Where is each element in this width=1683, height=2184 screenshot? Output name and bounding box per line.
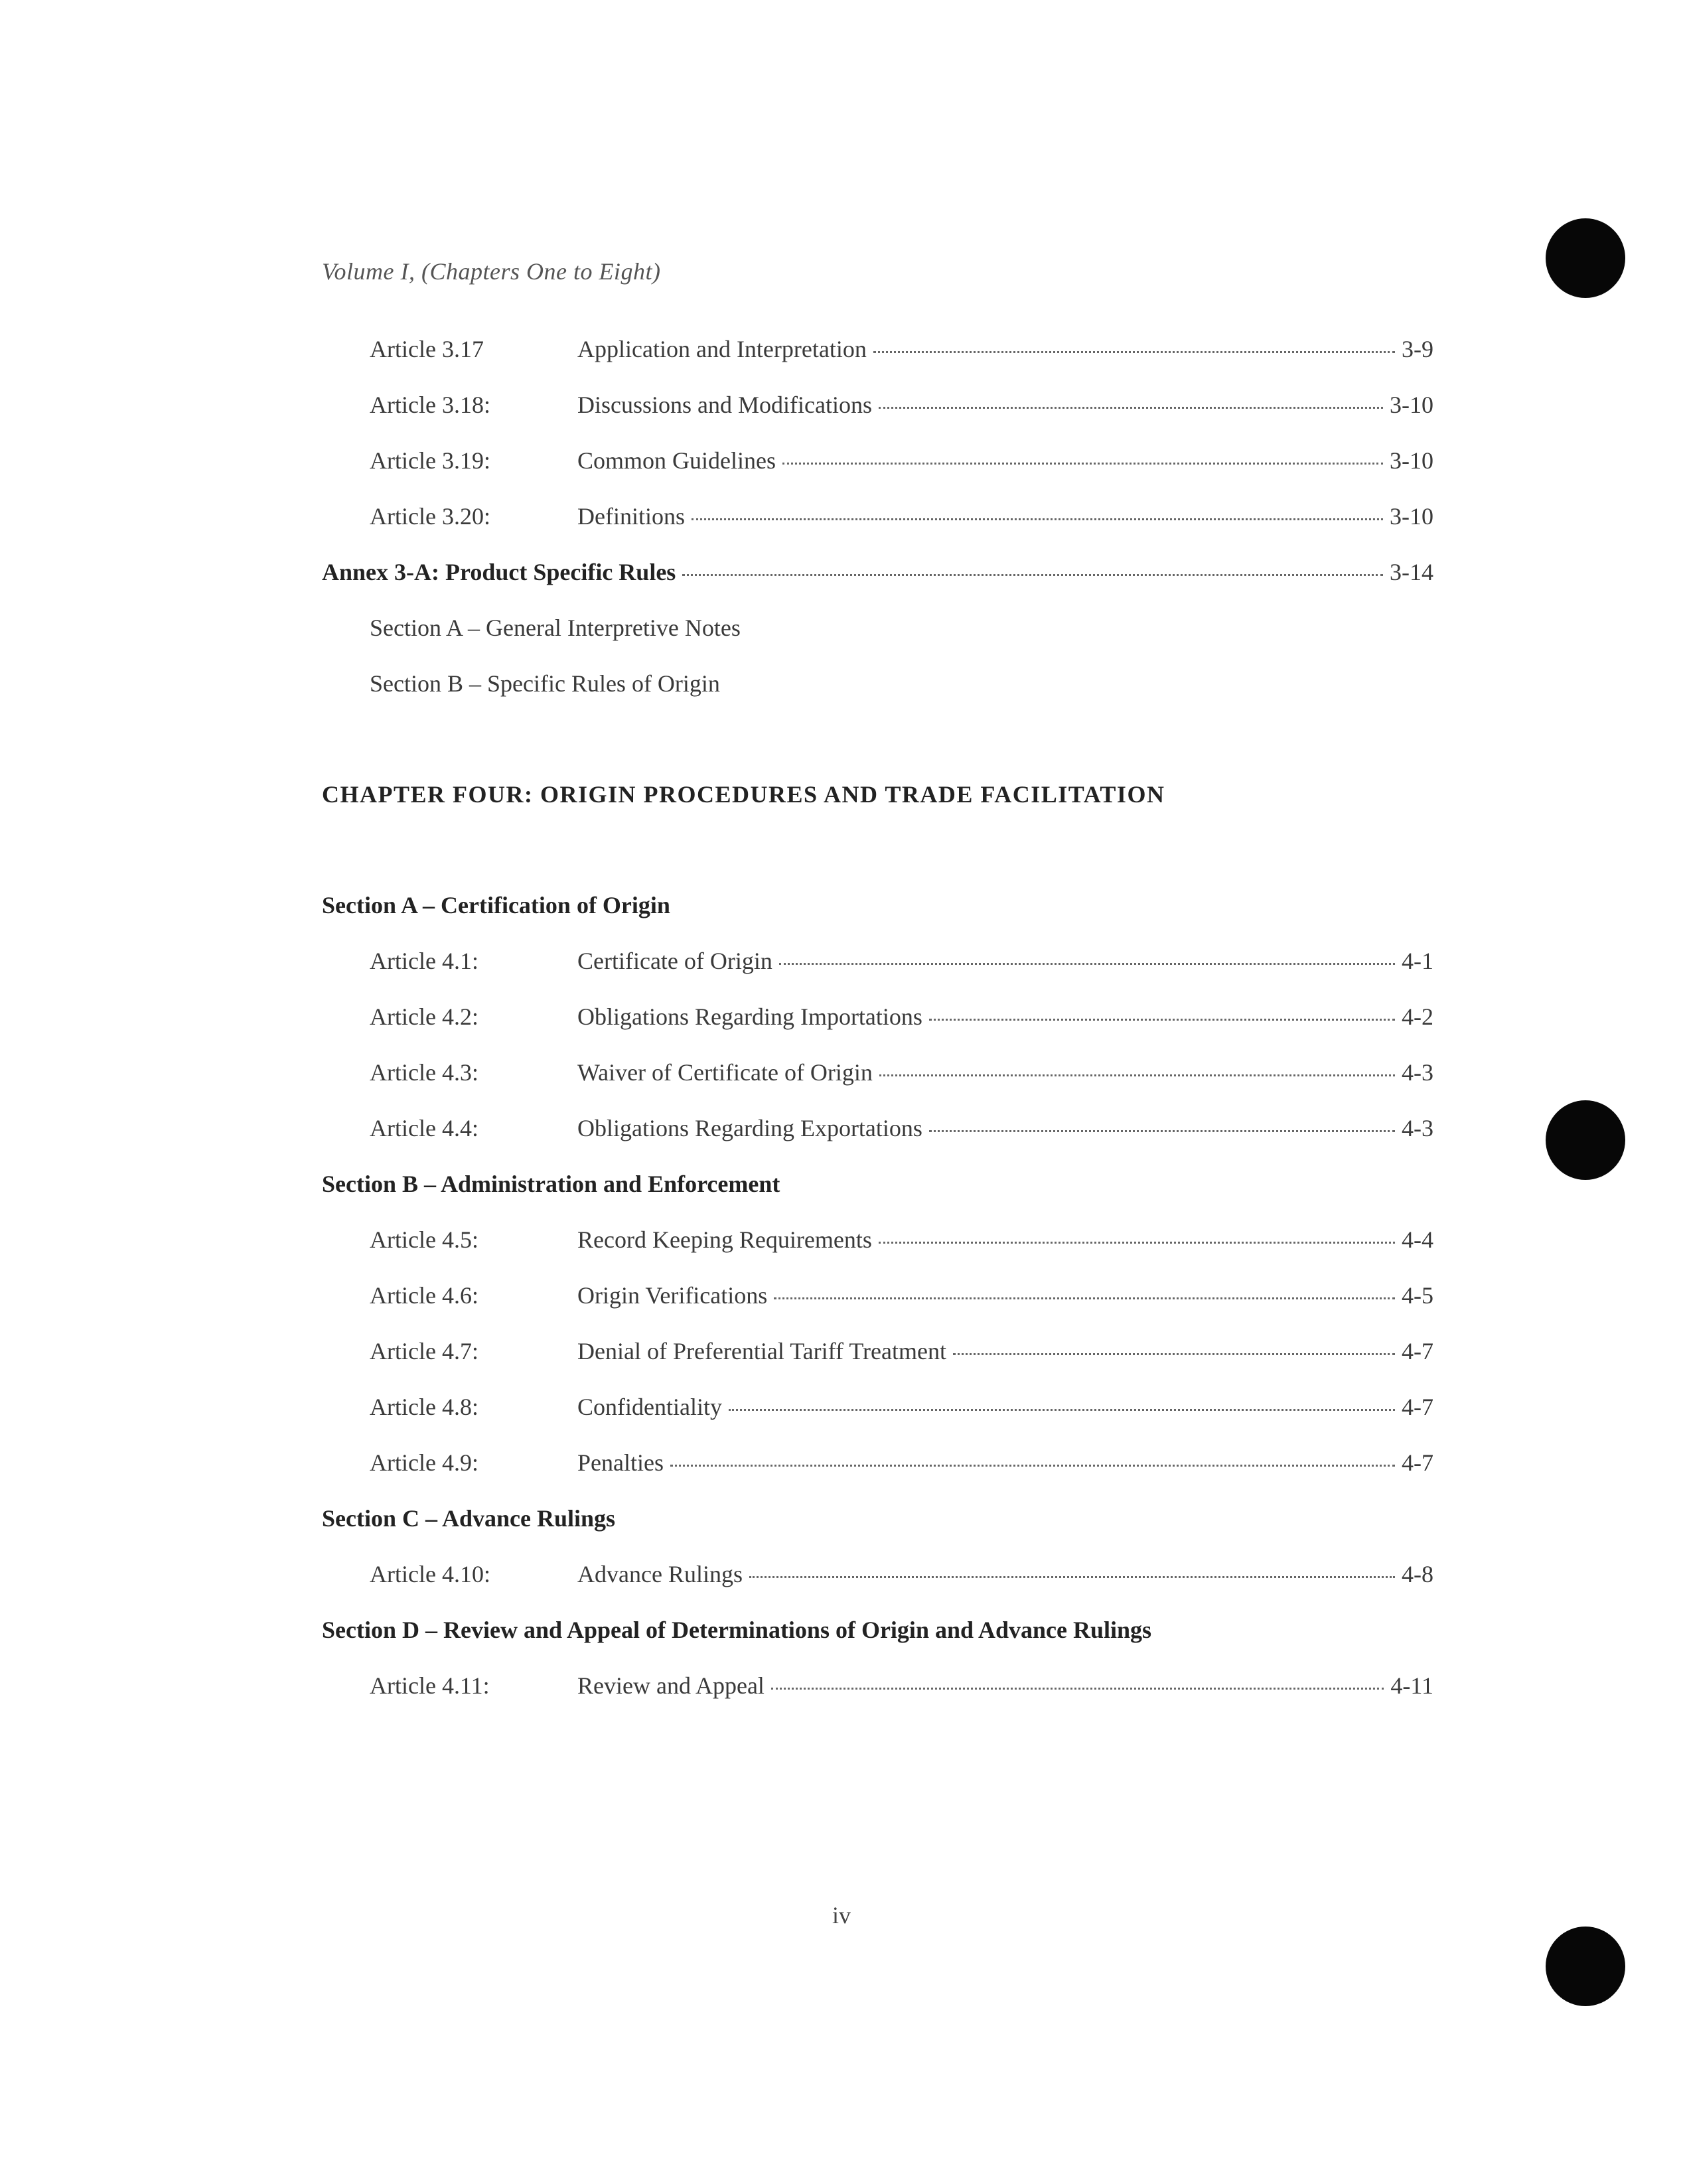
page-ref: 4-1 <box>1402 948 1433 974</box>
dot-leader <box>771 1688 1384 1690</box>
article-number: Article 4.7: <box>370 1338 478 1364</box>
page-ref: 4-7 <box>1402 1338 1433 1364</box>
section-heading-label: Section D – Review and Appeal of Determinations of Origin and Advance Rulings <box>322 1617 1152 1643</box>
toc-entry[interactable] <box>322 1058 1433 1114</box>
article-title: Record Keeping Requirements <box>577 1226 872 1253</box>
page-ref: 3-9 <box>1402 336 1433 362</box>
page-ref: 4-11 <box>1390 1672 1433 1699</box>
toc-annex-entry[interactable] <box>322 558 1433 614</box>
annex-section-label: Section B – Specific Rules of Origin <box>370 670 720 697</box>
dot-leader <box>782 463 1383 465</box>
article-title: Origin Verifications <box>577 1282 768 1309</box>
dot-leader <box>873 351 1395 353</box>
article-title: Application and Interpretation <box>577 336 867 362</box>
article-number: Article 3.17 <box>370 336 484 362</box>
dot-leader <box>774 1297 1395 1299</box>
article-title: Obligations Regarding Exportations <box>577 1115 922 1141</box>
page-ref: 3-14 <box>1390 559 1433 585</box>
article-title: Confidentiality <box>577 1394 722 1420</box>
section-heading <box>322 891 1433 947</box>
section-heading-label: Section B – Administration and Enforcement <box>322 1171 780 1197</box>
toc-entry[interactable] <box>322 1114 1433 1170</box>
dot-leader <box>929 1019 1395 1021</box>
toc-entry[interactable] <box>322 335 1433 391</box>
toc-entry[interactable] <box>322 1672 1433 1727</box>
article-title: Denial of Preferential Tariff Treatment <box>577 1338 946 1364</box>
article-number: Article 4.4: <box>370 1115 478 1141</box>
binder-hole-top <box>1546 218 1625 298</box>
article-number: Article 4.6: <box>370 1282 478 1309</box>
article-number: Article 4.9: <box>370 1449 478 1476</box>
article-number: Article 4.3: <box>370 1059 478 1086</box>
page-ref: 4-8 <box>1402 1561 1433 1587</box>
article-title: Waiver of Certificate of Origin <box>577 1059 873 1086</box>
annex-section-label: Section A – General Interpretive Notes <box>370 615 741 641</box>
running-header: Volume I, (Chapters One to Eight) <box>322 258 661 285</box>
binder-hole-bottom <box>1546 1927 1625 2006</box>
dot-leader <box>692 518 1383 520</box>
article-title: Certificate of Origin <box>577 948 772 974</box>
page-ref: 3-10 <box>1390 503 1433 530</box>
toc-entry[interactable] <box>322 502 1433 558</box>
toc-entry[interactable] <box>322 1337 1433 1393</box>
section-heading-label: Section A – Certification of Origin <box>322 892 670 918</box>
annex-section <box>322 614 1433 670</box>
page-ref: 4-7 <box>1402 1394 1433 1420</box>
binder-hole-middle <box>1546 1100 1625 1180</box>
article-title: Common Guidelines <box>577 447 776 474</box>
page-ref: 3-10 <box>1390 447 1433 474</box>
toc-entry[interactable] <box>322 391 1433 447</box>
toc-entry[interactable] <box>322 1560 1433 1616</box>
page-ref: 4-3 <box>1402 1115 1433 1141</box>
section-heading <box>322 1170 1433 1226</box>
toc-entry[interactable] <box>322 1449 1433 1504</box>
article-number: Article 4.1: <box>370 948 478 974</box>
toc-entry[interactable] <box>322 1226 1433 1281</box>
dot-leader <box>749 1576 1395 1578</box>
article-number: Article 4.2: <box>370 1003 478 1030</box>
toc-entry[interactable] <box>322 1393 1433 1449</box>
table-of-contents <box>322 335 1433 1727</box>
toc-entry[interactable] <box>322 947 1433 1003</box>
article-number: Article 4.11: <box>370 1672 490 1699</box>
toc-entry[interactable] <box>322 447 1433 502</box>
dot-leader <box>879 1074 1395 1076</box>
article-number: Article 4.8: <box>370 1394 478 1420</box>
page-number: iv <box>832 1902 851 1929</box>
toc-entry[interactable] <box>322 1281 1433 1337</box>
dot-leader <box>670 1465 1395 1467</box>
article-title: Review and Appeal <box>577 1672 765 1699</box>
page-ref: 4-3 <box>1402 1059 1433 1086</box>
dot-leader <box>879 407 1383 409</box>
article-title: Obligations Regarding Importations <box>577 1003 922 1030</box>
annex-title: Annex 3-A: Product Specific Rules <box>322 559 676 585</box>
section-heading <box>322 1504 1433 1560</box>
article-number: Article 3.19: <box>370 447 490 474</box>
article-title: Definitions <box>577 503 685 530</box>
page-ref: 4-2 <box>1402 1003 1433 1030</box>
dot-leader <box>682 574 1383 576</box>
section-heading <box>322 1616 1433 1672</box>
chapter-heading: CHAPTER FOUR: ORIGIN PROCEDURES AND TRADE FACILITATION <box>322 781 1165 808</box>
section-heading-label: Section C – Advance Rulings <box>322 1505 616 1532</box>
dot-leader <box>729 1409 1395 1411</box>
dot-leader <box>779 963 1395 965</box>
article-number: Article 4.5: <box>370 1226 478 1253</box>
article-number: Article 4.10: <box>370 1561 490 1587</box>
article-number: Article 3.18: <box>370 392 490 418</box>
article-title: Discussions and Modifications <box>577 392 872 418</box>
article-number: Article 3.20: <box>370 503 490 530</box>
article-title: Penalties <box>577 1449 664 1476</box>
annex-section <box>322 670 1433 725</box>
toc-entry[interactable] <box>322 1003 1433 1058</box>
dot-leader <box>879 1242 1395 1244</box>
article-title: Advance Rulings <box>577 1561 743 1587</box>
page-ref: 4-7 <box>1402 1449 1433 1476</box>
dot-leader <box>953 1353 1395 1355</box>
page-ref: 3-10 <box>1390 392 1433 418</box>
page-ref: 4-4 <box>1402 1226 1433 1253</box>
page-ref: 4-5 <box>1402 1282 1433 1309</box>
dot-leader <box>929 1130 1395 1132</box>
